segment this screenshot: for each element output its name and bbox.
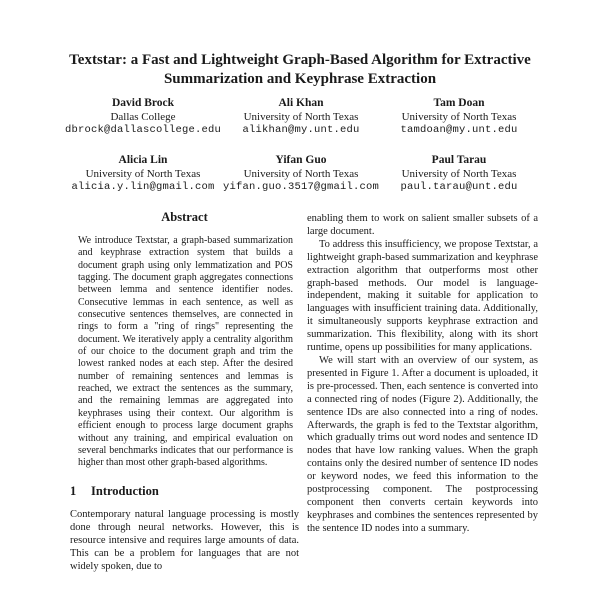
title-line-1: Textstar: a Fast and Lightweight Graph-Based Algorithm for Extractive <box>69 52 531 68</box>
author-email: alicia.y.lin@gmail.com <box>71 181 215 193</box>
author-name: Alicia Lin <box>118 154 168 166</box>
author-block <box>380 96 538 138</box>
author-name: Paul Tarau <box>431 154 487 166</box>
author-block <box>64 153 222 195</box>
author-name: Ali Khan <box>278 97 324 109</box>
title-line-2: Summarization and Keyphrase Extraction <box>163 70 437 87</box>
author-block <box>64 96 222 138</box>
author-email: yifan.guo.3517@gmail.com <box>222 181 380 193</box>
author-name: Yifan Guo <box>275 154 327 166</box>
left-column <box>70 210 299 573</box>
paragraph: enabling them to work on salient smaller subsets of a large document. <box>307 213 538 237</box>
authors-row-2 <box>64 153 538 195</box>
author-email: dbrock@dallascollege.edu <box>64 124 222 136</box>
author-block <box>380 153 538 195</box>
author-block <box>222 153 380 195</box>
author-email: alikhan@my.unt.edu <box>242 124 360 136</box>
page-title <box>0 51 600 88</box>
author-affiliation: Dallas College <box>110 111 176 123</box>
paragraph: We will start with an overview of our system, as presented in Figure 1. After a document is uploaded, it is pre-processed. Then, each sentence is converted into a connected ring of nodes (Figure 2). Additionally, the sentence IDs are also connected into a ring of nodes. Afterwards, the graph is fed to the Textstar algorithm, which gradually trims out word nodes and sentence ID nodes that have low ranking values. When the graph contains only the desired number of sentence ID nodes or keyword nodes, we feed this information to the postprocessing component. The postprocessing component then converts certain keywords into keyphrases and combines the sentences represented by the sentence ID nodes into a summary. <box>307 354 538 534</box>
abstract-heading: Abstract <box>161 210 208 224</box>
author-affiliation: University of North Texas <box>401 111 517 123</box>
author-block <box>222 96 380 138</box>
author-affiliation: University of North Texas <box>85 168 201 180</box>
author-affiliation: University of North Texas <box>243 168 359 180</box>
author-affiliation: University of North Texas <box>401 168 517 180</box>
paragraph: To address this insufficiency, we propose Textstar, a lightweight graph-based summarization and keyphrase extraction algorithm that outperforms most other graph-based methods. Our model is language-independent, making it suitable for application to languages with insufficient training data. Additionally, it simultaneously supports keyphrase extraction and summarization. This flexibility, along with its short runtime, opens up possibilities for many applications. <box>307 238 538 354</box>
section-title: Introduction <box>91 483 159 498</box>
authors-row-1 <box>64 96 538 138</box>
section-number: 1 <box>70 483 77 498</box>
section-heading-introduction <box>70 484 299 499</box>
paragraph: Contemporary natural language processing is mostly done through neural networks. However, this is resource intensive and requires large amounts of data. This can be a problem for languages that are not widely spoken, due to <box>70 508 299 572</box>
author-email: tamdoan@my.unt.edu <box>400 124 518 136</box>
author-affiliation: University of North Texas <box>243 111 359 123</box>
author-name: Tam Doan <box>433 97 485 109</box>
abstract-text: We introduce Textstar, a graph-based summarization and keyphrase extraction system that builds a document graph using only lemmatization and POS tagging. The document graph aggregates connections between lemma and sentence identifier nodes. Consecutive lemmas in each sentence, as well as consecutive sentences themselves, are connected in rings to form a "ring of rings" representing the document. We iteratively apply a centrality algorithm of our choice to the document graph and trim the lowest ranked nodes at each step. After the desired number of remaining sentences and lemmas is reached, we extract the sentences as the summary, and the remaining lemmas are aggregated into keyphrases using their context. Our algorithm is efficient enough to process large document graphs without any training, and empirical evaluation on several benchmarks indicates that our performance is higher than most other graph-based algorithms. <box>78 235 293 469</box>
right-column <box>307 213 538 536</box>
author-email: paul.tarau@unt.edu <box>400 181 518 193</box>
author-name: David Brock <box>111 97 175 109</box>
